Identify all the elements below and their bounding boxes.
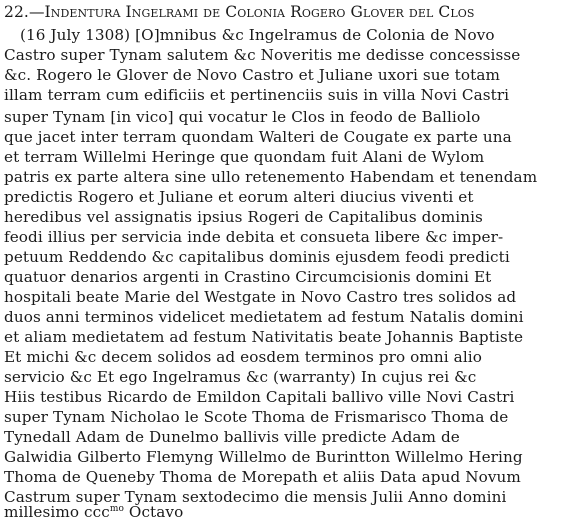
last-line-text: millesimo ccc bbox=[4, 503, 110, 521]
last-line-tail: Octavo bbox=[123, 503, 184, 521]
last-line bbox=[4, 503, 184, 521]
text-line: Thoma de Queneby Thoma de Morepath et aliis Data apud Novum bbox=[4, 468, 521, 486]
text-line: Castro super Tynam salutem &c Noveritis me dedisse concessisse bbox=[4, 46, 521, 64]
text-line: et terram Willelmi Heringe que quondam fuit Alani de Wylom bbox=[4, 148, 485, 166]
text-line: super Tynam [in vico] qui vocatur le Clos in feodo de Balliolo bbox=[4, 108, 481, 126]
entry-number: 22. bbox=[4, 3, 29, 21]
text-line: quatuor denarios argenti in Crastino Circumcisionis domini Et bbox=[4, 268, 492, 286]
text-line: petuum Reddendo &c capitalibus dominis ejusdem feodi predicti bbox=[4, 248, 510, 266]
text-line: Tynedall Adam de Dunelmo ballivis ville predicte Adam de bbox=[4, 428, 460, 446]
text-line: Castrum super Tynam sextodecimo die mensis Julii Anno domini bbox=[4, 488, 507, 506]
text-line: que jacet inter terram quondam Walteri de Cougate ex parte una bbox=[4, 128, 512, 146]
text-line: super Tynam Nicholao le Scote Thoma de Frismarisco Thoma de bbox=[4, 408, 509, 426]
ordinal-superscript: mo bbox=[109, 504, 124, 514]
text-line: (16 July 1308) [O]mnibus &c Ingelramus de Colonia de Novo bbox=[20, 26, 495, 44]
text-line: heredibus vel assignatis ipsius Rogeri de Capitalibus dominis bbox=[4, 208, 483, 226]
text-line: Galwidia Gilberto Flemyng Willelmo de Burintton Willelmo Hering bbox=[4, 448, 523, 466]
text-line: feodi illius per servicia inde debita et consueta libere &c imper- bbox=[4, 228, 504, 246]
text-line: patris ex parte altera sine ullo retenemento Habendam et tenendam bbox=[4, 168, 538, 186]
text-line: duos anni terminos videlicet medietatem ad festum Natalis domini bbox=[4, 308, 524, 326]
text-line: Hiis testibus Ricardo de Emildon Capitali ballivo ville Novi Castri bbox=[4, 388, 515, 406]
text-line: &c. Rogero le Glover de Novo Castro et Juliane uxori sue totam bbox=[4, 66, 500, 84]
text-line: et aliam medietatem ad festum Nativitatis beate Johannis Baptiste bbox=[4, 328, 524, 346]
text-line: servicio &c Et ego Ingelramus &c (warranty) In cujus rei &c bbox=[4, 368, 477, 386]
text-line: Et michi &c decem solidos ad eosdem terminos pro omni alio bbox=[4, 348, 482, 366]
text-line: hospitali beate Marie del Westgate in Novo Castro tres solidos ad bbox=[4, 288, 517, 306]
text-line: illam terram cum edificiis et pertinenciis suis in villa Novi Castri bbox=[4, 86, 510, 104]
document-heading bbox=[4, 2, 475, 22]
entry-title: —Indentura Ingelrami de Colonia Rogero Glover del Clos bbox=[28, 3, 475, 21]
text-line: predictis Rogero et Juliane et eorum alteri diucius viventi et bbox=[4, 188, 474, 206]
